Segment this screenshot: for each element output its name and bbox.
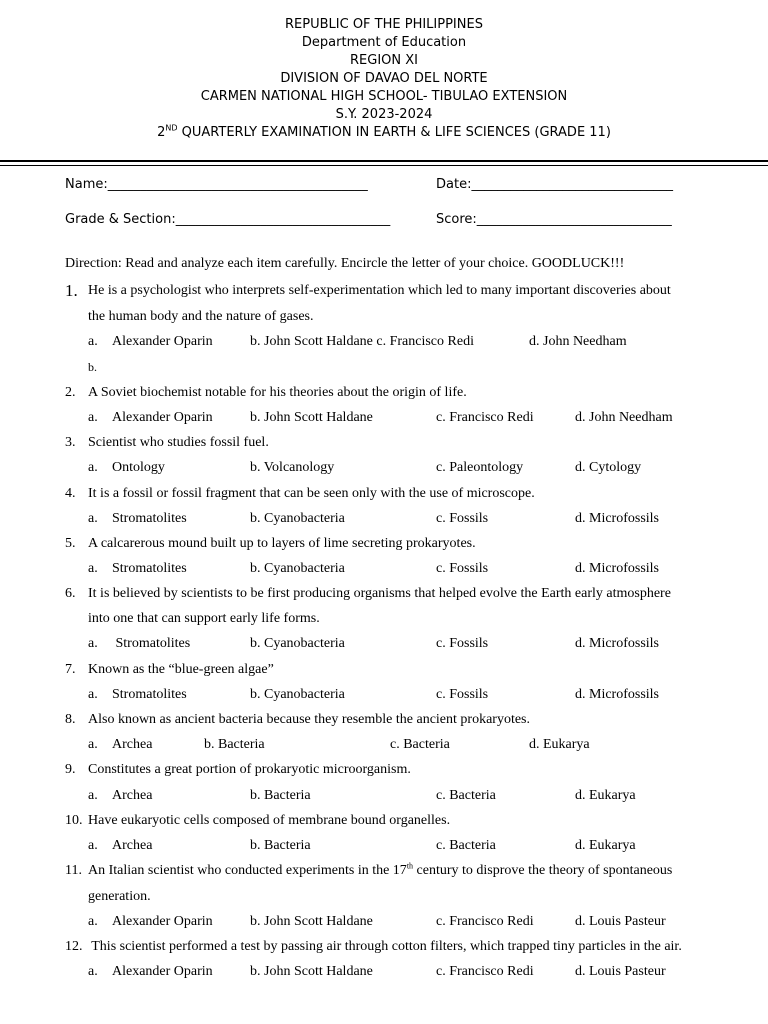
option-a[interactable]: Stromatolites [112,687,187,702]
option-d[interactable]: d. Eukarya [575,838,636,853]
question-text: the human body and the nature of gases. [88,309,314,324]
option-a-letter[interactable]: a. [88,687,98,702]
option-a[interactable]: Archea [112,838,153,853]
option-c[interactable]: c. Paleontology [436,460,524,475]
option-d[interactable]: d. Louis Pasteur [575,964,666,979]
question-text: A Soviet biochemist notable for his theories about the origin of life. [88,385,467,400]
header-divider-thin [0,165,768,166]
option-b-letter[interactable]: b. [88,360,97,374]
question-text: generation. [88,889,151,904]
option-a-letter[interactable]: a. [88,636,98,651]
option-d[interactable]: d. John Needham [575,410,673,425]
question-number: 10. [65,813,83,828]
ordinal-superscript: th [406,861,414,871]
option-b[interactable]: b. Bacteria [250,838,311,853]
option-b[interactable]: b. John Scott Haldane [250,964,373,979]
exam-title-superscript: ND [165,123,178,133]
question-text: This scientist performed a test by passing air through cotton filters, which trapped tiny particles in the air. [88,939,682,954]
option-a[interactable]: Stromatolites [112,561,187,576]
option-b[interactable]: b. Volcanology [250,460,335,475]
option-a[interactable]: Archea [112,788,153,803]
exam-title [0,124,768,142]
header-school: CARMEN NATIONAL HIGH SCHOOL- TIBULAO EXTENSION [200,89,568,104]
option-a-letter[interactable]: a. [88,838,98,853]
option-b[interactable]: b. Bacteria [204,737,265,752]
option-a[interactable]: Alexander Oparin [112,914,213,929]
question-number: 8. [65,712,76,727]
question-text: Scientist who studies fossil fuel. [88,435,269,450]
option-c[interactable]: c. Bacteria [390,737,450,752]
option-a[interactable]: Stromatolites [112,511,187,526]
question-number: 1. [65,281,78,300]
option-c[interactable]: c. Bacteria [436,788,496,803]
option-c[interactable]: c. Francisco Redi [436,410,534,425]
header-department: Department of Education [301,35,467,50]
question-number: 2. [65,385,76,400]
name-field[interactable]: Name:________________________________________ [65,177,368,192]
question-text: Also known as ancient bacteria because they resemble the ancient prokaryotes. [88,712,530,727]
header-region: REGION XI [350,53,418,68]
score-field[interactable]: Score:______________________________ [436,212,672,227]
option-c[interactable]: c. Fossils [436,636,489,651]
option-b[interactable]: b. Cyanobacteria [250,636,345,651]
question-text: It is a fossil or fossil fragment that can be seen only with the use of microscope. [88,486,535,501]
option-a[interactable]: Alexander Oparin [112,410,213,425]
exam-title-text: QUARTERLY EXAMINATION IN EARTH & LIFE SCIENCES (GRADE 11) [177,125,611,140]
option-a-letter[interactable]: a. [88,964,98,979]
option-b[interactable]: b. Cyanobacteria [250,561,345,576]
question-number: 9. [65,762,76,777]
question-text: It is believed by scientists to be first producing organisms that helped evolve the Earth early atmosphere [88,586,671,601]
option-b[interactable]: b. Bacteria [250,788,311,803]
document-header [0,16,768,142]
question-number: 6. [65,586,76,601]
question-text: into one that can support early life forms. [88,611,320,626]
option-b[interactable]: b. Cyanobacteria [250,687,345,702]
option-a-letter[interactable]: a. [88,410,98,425]
grade-section-field[interactable]: Grade & Section:_________________________________ [65,212,391,227]
option-d[interactable]: d. Microfossils [575,636,659,651]
option-c[interactable]: c. Francisco Redi [436,964,534,979]
question-text [88,863,672,879]
question-text: A calcarerous mound built up to layers of lime secreting prokaryotes. [88,536,476,551]
question-number: 7. [65,662,76,677]
option-d[interactable]: d. Microfossils [575,561,659,576]
option-d[interactable]: d. Eukarya [575,788,636,803]
option-a[interactable]: Ontology [112,460,165,475]
option-d[interactable]: d. John Needham [529,334,627,349]
option-d[interactable]: d. Louis Pasteur [575,914,666,929]
option-c[interactable]: c. Fossils [436,687,489,702]
option-a[interactable]: Stromatolites [112,636,191,651]
question-text: Known as the “blue-green algae” [88,662,274,677]
option-a-letter[interactable]: a. [88,561,98,576]
question-number: 5. [65,536,76,551]
option-a[interactable]: Alexander Oparin [112,964,213,979]
option-d[interactable]: d. Microfossils [575,687,659,702]
question-text-part: century to disprove the theory of spontaneous [413,863,673,878]
option-c[interactable]: c. Francisco Redi [436,914,534,929]
option-a-letter[interactable]: a. [88,788,98,803]
question-text: Constitutes a great portion of prokaryotic microorganism. [88,762,411,777]
header-school-year: S.Y. 2023-2024 [335,107,433,122]
question-number: 11. [65,863,82,878]
option-a-letter[interactable]: a. [88,737,98,752]
option-c[interactable]: c. Fossils [436,511,489,526]
option-a[interactable]: Alexander Oparin [112,334,213,349]
question-number: 12. [65,939,83,954]
option-b[interactable]: b. John Scott Haldane [250,914,373,929]
option-d[interactable]: d. Eukarya [529,737,590,752]
date-field[interactable]: Date:_______________________________ [436,177,673,192]
direction-text: Direction: Read and analyze each item carefully. Encircle the letter of your choice. GOODLUCK!!! [65,256,625,271]
option-d[interactable]: d. Microfossils [575,511,659,526]
exam-title-quarter: 2 [157,125,166,140]
option-d[interactable]: d. Cytology [575,460,642,475]
option-a-letter[interactable]: a. [88,914,98,929]
option-c[interactable]: c. Bacteria [436,838,496,853]
header-divider-thick [0,160,768,162]
question-text: Have eukaryotic cells composed of membrane bound organelles. [88,813,451,828]
option-a[interactable]: Archea [112,737,153,752]
option-a-letter[interactable]: a. [88,334,98,349]
option-a-letter[interactable]: a. [88,511,98,526]
option-c[interactable]: c. Fossils [436,561,489,576]
header-division: DIVISION OF DAVAO DEL NORTE [280,71,488,86]
option-b[interactable]: b. Cyanobacteria [250,511,345,526]
question-number: 3. [65,435,76,450]
option-b-c[interactable]: b. John Scott Haldane c. Francisco Redi [250,334,474,349]
option-a-letter[interactable]: a. [88,460,98,475]
header-republic: REPUBLIC OF THE PHILIPPINES [285,17,483,32]
option-b[interactable]: b. John Scott Haldane [250,410,373,425]
question-text: He is a psychologist who interprets self-experimentation which led to many important discoveries about [88,283,671,298]
question-number: 4. [65,486,76,501]
question-text-part: An Italian scientist who conducted experiments in the 17 [88,863,407,878]
